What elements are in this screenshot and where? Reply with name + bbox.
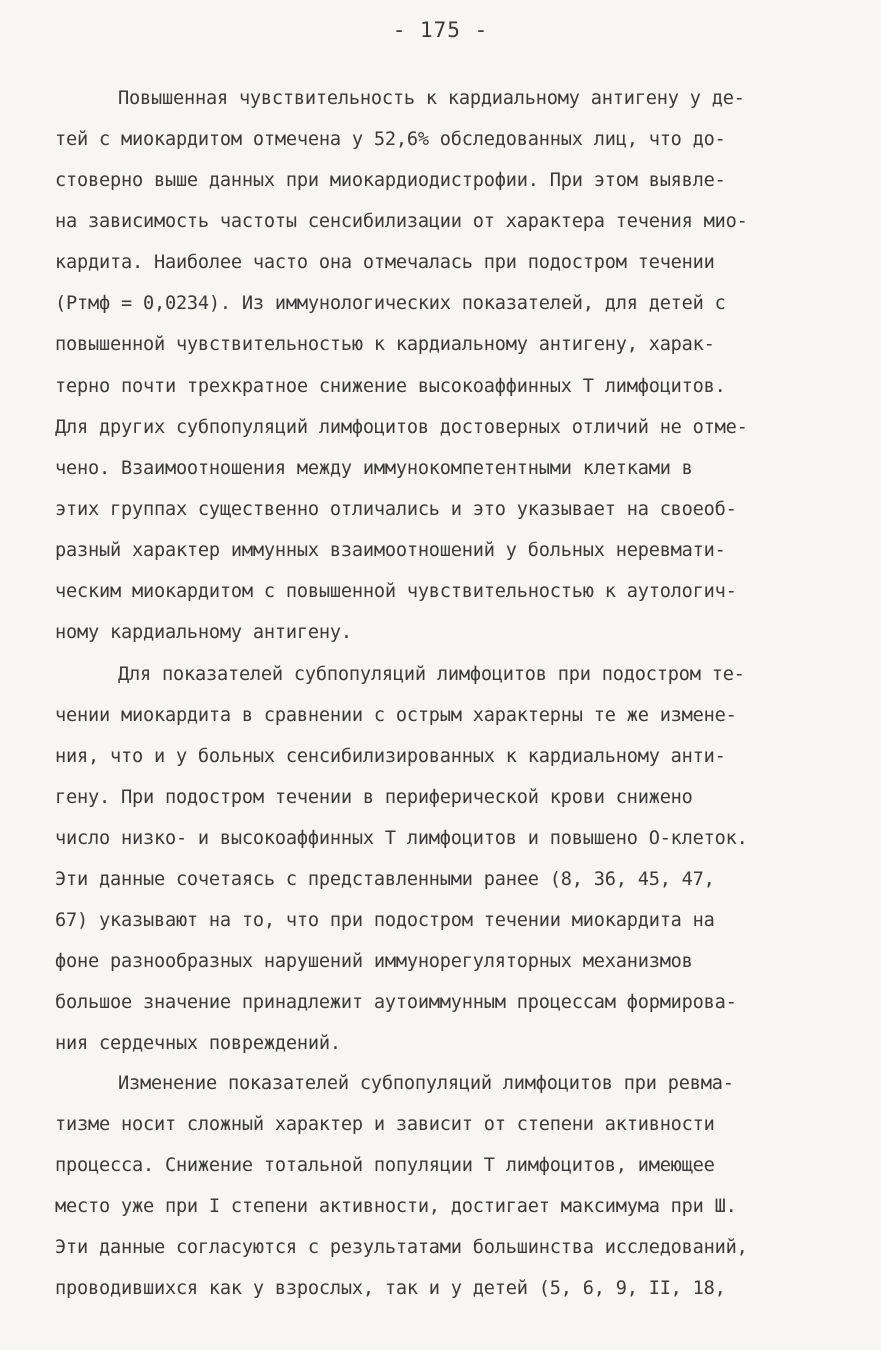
- text-line: Эти данные сочетаясь с представленными ранее (8, 36, 45, 47,: [55, 869, 715, 890]
- text-line: чении миокардита в сравнении с острым характерны те же измене-: [55, 705, 737, 726]
- text-line: 67) указывают на то, что при подостром течении миокардита на: [55, 910, 715, 931]
- text-line: на зависимость частоты сенсибилизации от характера течения мио-: [55, 211, 748, 232]
- text-line: разный характер иммунных взаимоотношений у больных неревмати-: [55, 540, 726, 561]
- text-line: тей с миокардитом отмечена у 52,6% обследованных лиц, что до-: [55, 129, 726, 150]
- text-line: тизме носит сложный характер и зависит от степени активности: [55, 1114, 715, 1135]
- text-line: Изменение показателей субпопуляций лимфоцитов при ревма-: [118, 1073, 734, 1094]
- page-number: - 175 -: [392, 18, 489, 42]
- text-line: (Ртмф = 0,0234). Из иммунологических показателей, для детей с: [55, 293, 726, 314]
- text-line: ному кардиальному антигену.: [55, 622, 352, 643]
- text-line: стоверно выше данных при миокардиодистрофии. При этом выявле-: [55, 170, 726, 191]
- text-line: Для показателей субпопуляций лимфоцитов при подостром те-: [118, 664, 745, 685]
- text-line: процесса. Снижение тотальной популяции Т лимфоцитов, имеющее: [55, 1155, 715, 1176]
- text-line: этих группах существенно отличались и это указывает на своеоб-: [55, 499, 737, 520]
- text-line: ния сердечных повреждений.: [55, 1033, 341, 1054]
- text-line: фоне разнообразных нарушений иммунорегуляторных механизмов: [55, 951, 693, 972]
- text-line: Для других субпопуляций лимфоцитов достоверных отличий не отме-: [55, 417, 748, 438]
- text-line: терно почти трехкратное снижение высокоаффинных Т лимфоцитов.: [55, 376, 726, 397]
- text-line: число низко- и высокоаффинных Т лимфоцитов и повышено О-клеток.: [55, 828, 748, 849]
- text-line: чено. Взаимоотношения между иммунокомпетентными клетками в: [55, 458, 693, 479]
- text-line: Эти данные согласуются с результатами большинства исследований,: [55, 1237, 748, 1258]
- text-line: Повышенная чувствительность к кардиальному антигену у де-: [118, 88, 745, 109]
- text-line: ческим миокардитом с повышенной чувствительностью к аутологич-: [55, 581, 737, 602]
- text-line: гену. При подостром течении в периферической крови снижено: [55, 787, 693, 808]
- text-line: ния, что и у больных сенсибилизированных к кардиальному анти-: [55, 746, 726, 767]
- text-line: повышенной чувствительностью к кардиальному антигену, харак-: [55, 334, 715, 355]
- text-line: кардита. Наиболее часто она отмечалась при подостром течении: [55, 252, 715, 273]
- text-line: проводившихся как у взрослых, так и у детей (5, 6, 9, II, 18,: [55, 1278, 726, 1299]
- text-line: большое значение принадлежит аутоиммунным процессам формирова-: [55, 992, 737, 1013]
- text-line: место уже при I степени активности, достигает максимума при Ш.: [55, 1196, 737, 1217]
